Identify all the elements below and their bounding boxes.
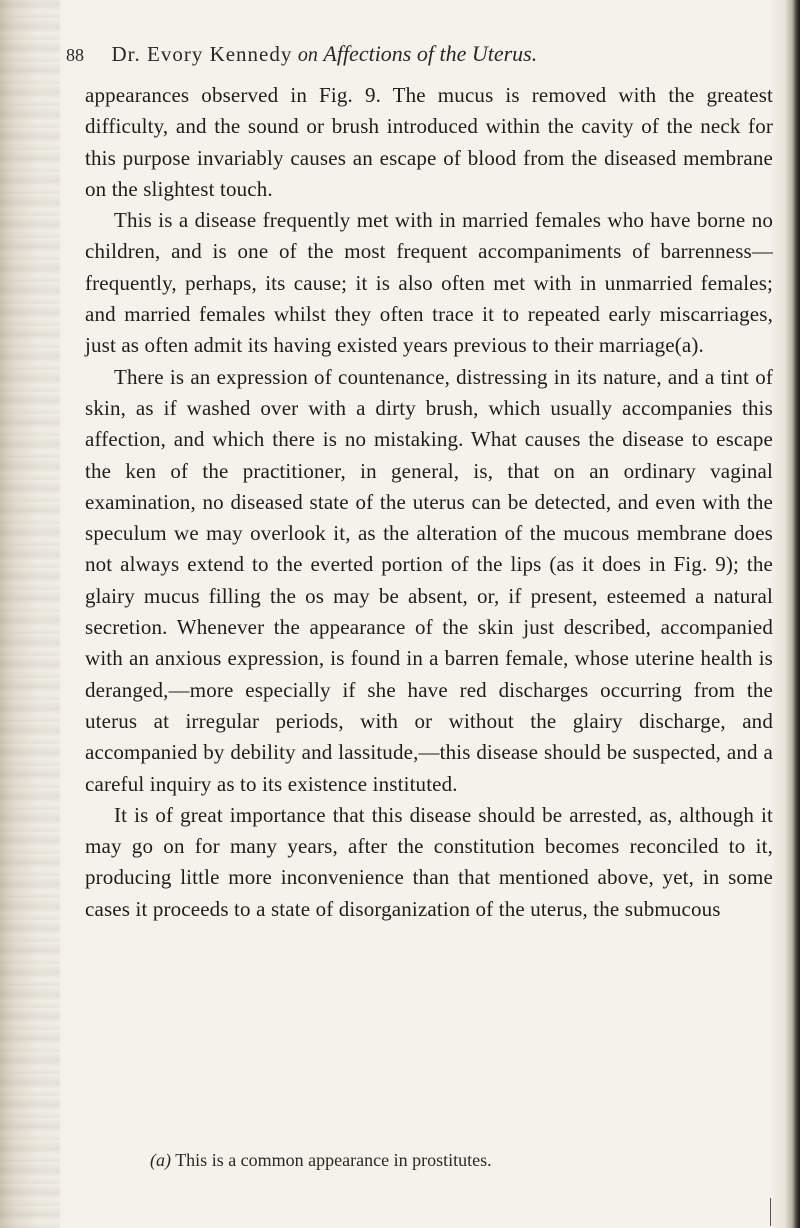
- header-author: Dr. Evory Kennedy: [111, 42, 293, 66]
- page-edge-mark: [770, 1198, 771, 1226]
- paragraph-barrenness: This is a disease frequently met with in married females who have borne no children, and is one of the most frequent accompaniments of barrenness—frequently, perhaps, its cause; it is also often met with in unmarried females; and married females whilst they often trace it to repeated early miscarriages, just as often admit its having existed years previous to their marriage(a).: [85, 208, 773, 358]
- paragraph-expression: There is an expression of countenance, distressing in its nature, and a tint of skin, as if washed over with a dirty brush, which usually accompanies this affection, and which there is no mistaking. What causes the disease to escape the ken of the practitioner, in general, is, that on an ordinary vaginal examination, no diseased state of the uterus can be detected, and even with the speculum we may overlook it, as the alteration of the mucous membrane does not always extend to the everted portion of the lips (as it does in Fig. 9); the glairy mucus filling the os may be absent, or, if present, esteemed a natural secretion. Whenever the appearance of the skin just described, accompanied with an anxious expression, is found in a barren female, whose uterine health is deranged,—more especially if she have red discharges occurring from the uterus at irregular periods, with or without the glairy discharge, and accompanied by debility and lassitude,—this disease should be suspected, and a careful inquiry as to its existence instituted.: [85, 364, 773, 796]
- running-header: [66, 34, 766, 74]
- paragraph-importance: It is of great importance that this disease should be arrested, as, although it may go on for many years, after the constitution becomes reconciled to it, producing little more inconvenience than that mentioned above, yet, in some cases it proceeds to a state of disorganization of the uterus, the submucous: [85, 802, 773, 921]
- binding-gutter: [0, 0, 60, 1228]
- header-title: Affections of the Uterus.: [323, 41, 538, 66]
- footnote: [150, 1148, 750, 1172]
- footnote-marker: (a): [150, 1150, 171, 1170]
- footnote-text: This is a common appearance in prostitutes.: [175, 1150, 492, 1170]
- body-text: [85, 80, 773, 925]
- header-on: on: [297, 44, 318, 66]
- page-number: 88: [66, 45, 84, 65]
- paragraph-continued: appearances observed in Fig. 9. The mucus is removed with the greatest difficulty, and the sound or brush introduced within the cavity of the neck for this purpose invariably causes an escape of blood from the diseased membrane on the slightest touch.: [85, 83, 773, 201]
